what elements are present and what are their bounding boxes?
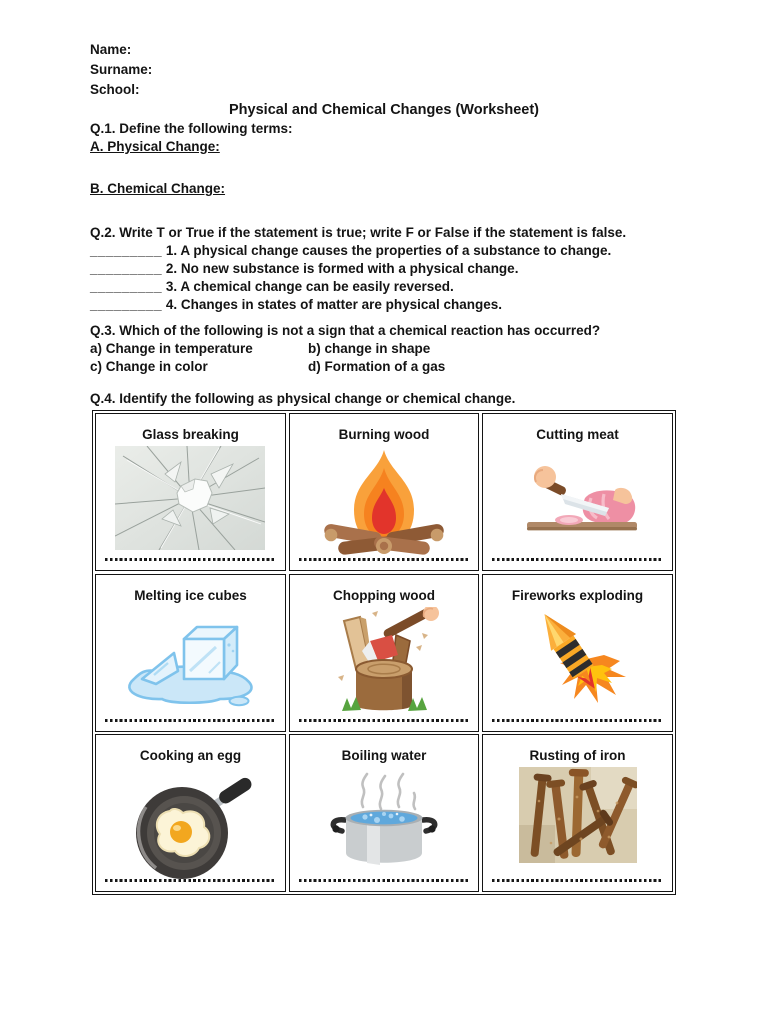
q3-options — [90, 340, 690, 376]
firework-rocket-burst-image — [483, 607, 672, 715]
answer-dotted-line — [299, 719, 470, 722]
q3-option-c: c) Change in color — [90, 359, 208, 374]
answer-blank: _________ — [90, 243, 163, 258]
campfire-image — [290, 446, 479, 558]
melting-ice-cube-image — [96, 607, 285, 711]
answer-dotted-line — [105, 558, 276, 561]
answer-dotted-line — [492, 719, 663, 722]
q3-option-b: b) change in shape — [308, 341, 431, 356]
q3-option-a: a) Change in temperature — [90, 341, 253, 356]
table-cell-boiling-water — [289, 734, 480, 892]
q2-statement — [90, 242, 690, 260]
q2-statement — [90, 296, 690, 314]
table-cell-fireworks — [482, 574, 673, 732]
cell-title: Rusting of iron — [529, 748, 626, 764]
fried-egg-in-pan-image — [96, 767, 285, 881]
q1-prompt: Q.1. Define the following terms: — [90, 121, 293, 136]
answer-dotted-line — [299, 879, 470, 882]
broken-glass-image — [96, 446, 285, 550]
answer-dotted-line — [492, 879, 663, 882]
table-cell-rusting-iron — [482, 734, 673, 892]
axe-chopping-stump-image — [290, 607, 479, 719]
school-label: School: — [90, 82, 140, 97]
q3-prompt: Q.3. Which of the following is not a sign that a chemical reaction has occurred? — [90, 323, 601, 338]
q2-statement-text: 3. A chemical change can be easily reversed. — [165, 279, 454, 294]
q2-prompt: Q.2. Write T or True if the statement is true; write F or False if the statement is false. — [90, 225, 627, 240]
q2-statement-text: 1. A physical change causes the properties of a substance to change. — [165, 243, 612, 258]
page-title: Physical and Chemical Changes (Worksheet) — [229, 102, 539, 118]
q2-statement-text: 4. Changes in states of matter are physical changes. — [165, 297, 502, 312]
answer-dotted-line — [105, 879, 276, 882]
name-label: Name: — [90, 42, 132, 57]
q1-part-a-label: A. Physical Change: — [90, 139, 220, 154]
rusty-nails-photo — [483, 767, 672, 863]
cell-title: Chopping wood — [333, 587, 435, 603]
answer-blank: _________ — [90, 279, 163, 294]
q2-statement-text: 2. No new substance is formed with a physical change. — [165, 261, 519, 276]
cell-title: Burning wood — [338, 427, 430, 442]
cell-title: Boiling water — [341, 748, 427, 764]
table-cell-chopping-wood — [289, 574, 480, 732]
answer-dotted-line — [105, 719, 276, 722]
answer-blank: _________ — [90, 297, 163, 312]
cell-title: Cooking an egg — [139, 748, 242, 764]
cell-title: Cutting meat — [536, 427, 619, 442]
q3-option-d: d) Formation of a gas — [308, 359, 446, 374]
surname-label: Surname: — [90, 62, 153, 77]
cell-title: Melting ice cubes — [134, 587, 247, 603]
table-cell-cooking-egg — [95, 734, 286, 892]
cell-title: Glass breaking — [142, 427, 239, 442]
table-cell-cutting-meat — [482, 413, 673, 571]
q1-part-b-label: B. Chemical Change: — [90, 181, 226, 196]
q2-statement — [90, 260, 690, 278]
q2-statement — [90, 278, 690, 296]
answer-dotted-line — [492, 558, 663, 561]
q4-table — [92, 410, 676, 895]
table-cell-melting-ice — [95, 574, 286, 732]
table-cell-burning-wood — [289, 413, 480, 571]
knife-cutting-meat-image — [483, 446, 672, 550]
answer-dotted-line — [299, 558, 470, 561]
answer-blank: _________ — [90, 261, 163, 276]
cell-title: Fireworks exploding — [511, 587, 644, 603]
q4-prompt: Q.4. Identify the following as physical change or chemical change. — [90, 391, 516, 406]
steaming-pot-image — [290, 767, 479, 879]
table-cell-glass-breaking — [95, 413, 286, 571]
